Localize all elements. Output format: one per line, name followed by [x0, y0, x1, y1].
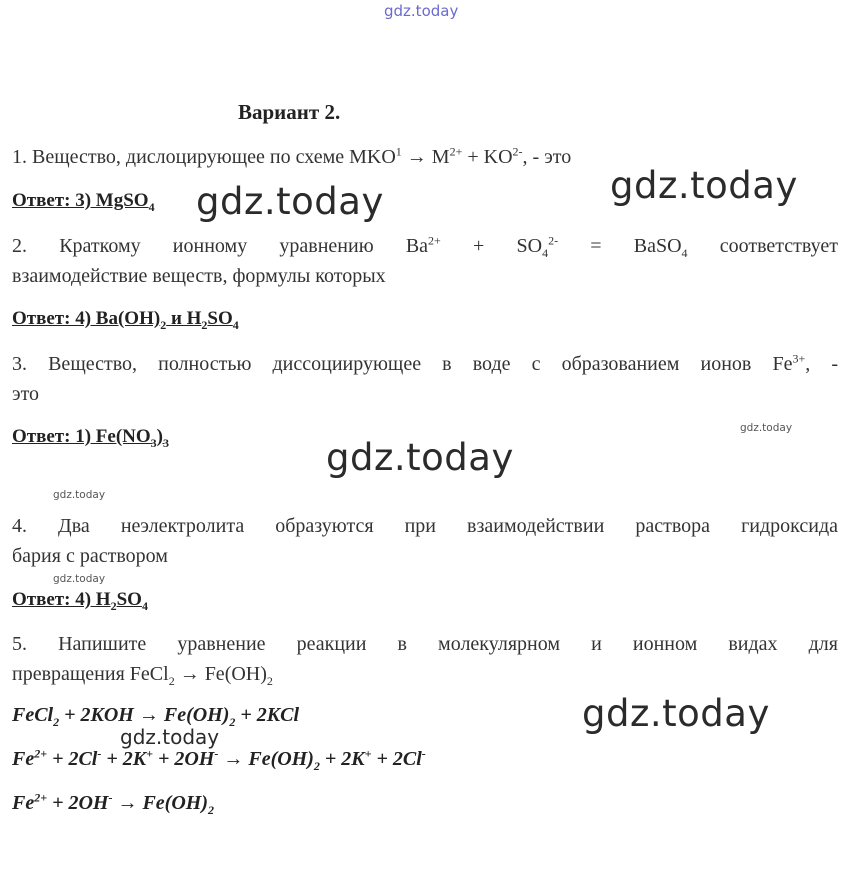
equation-full-ionic: $Fe^{2+} + 2Cl^- + 2K^+ + 2OH^- \to Fe(OH)_2 + 2K^+ + 2Cl^-$ [12, 746, 426, 773]
question-2: 2. Краткому ионному уравнению $Ba^{2+} + SO_4^{2-}$ = BaSO$_4$ соответствует взаимодействие веществ, формулы которых [12, 233, 838, 287]
watermark-large: gdz.today [610, 164, 798, 207]
page-title: Вариант 2. [238, 100, 341, 124]
watermark-top: gdz.today [384, 2, 459, 20]
question-3: 3. Вещество, полностью диссоциирующее в воде с образованием ионов $Fe^{3+}$, - это [12, 351, 838, 405]
answer-2: Ответ: 4) $Ba(OH)_2$ и $H_2SO_4$ [12, 308, 239, 332]
answer-3: Ответ: 1) $Fe(NO_3)_3$ [12, 426, 169, 450]
watermark-small: gdz.today [53, 573, 106, 585]
equation-molecular: FeCl$_2$ + $2KOH \to Fe(OH)_2 + 2KCl$ [12, 704, 300, 729]
question-4: 4. Два неэлектролита образуются при взаимодействии раствора гидроксида бария с раствором [12, 515, 838, 567]
answer-1: Ответ: 3) MgSO$_4$ [12, 190, 155, 214]
watermark-medium: gdz.today [120, 725, 220, 749]
watermark-large: gdz.today [326, 436, 514, 479]
watermark-small: gdz.today [740, 422, 793, 434]
question-1: 1. Вещество, дислоцирующее по схеме $MKO^1 \to M^{2+} + KO^{2-}$, - это [12, 144, 572, 168]
answer-4: Ответ: 4) $H_2SO_4$ [12, 589, 148, 613]
watermark-small: gdz.today [53, 489, 106, 501]
watermark-large: gdz.today [196, 180, 384, 223]
question-5: 5. Напишите уравнение реакции в молекулярном и ионном видах для превращения FeCl$_2$ → $Fe(OH)_2$ [12, 633, 838, 688]
equation-short-ionic: $Fe^{2+} + 2OH^- \to Fe(OH)_2$ [12, 790, 215, 817]
watermark-large: gdz.today [582, 692, 770, 735]
